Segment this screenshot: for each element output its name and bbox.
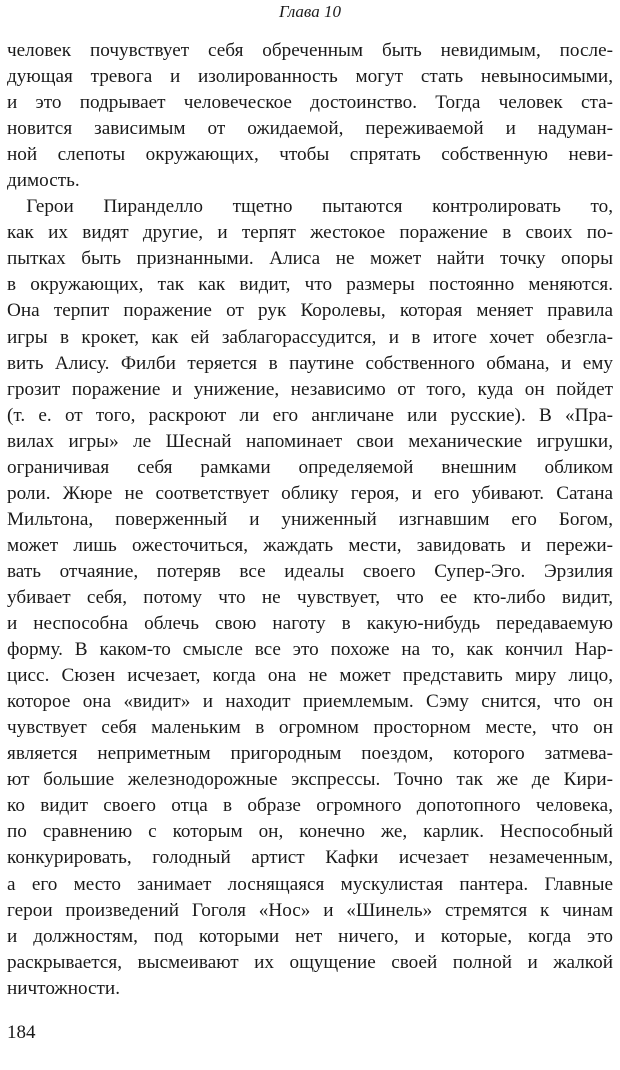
text-line: а его место занимает лоснящаяся мускулистая пантера. Главные [7,873,613,895]
text-line: которое она «видит» и находит приемлемым. Сэму снится, что он [7,691,613,713]
text-line: герои произведений Гоголя «Нос» и «Шинель» стремятся к чинам [7,899,613,921]
text-line: Герои Пиранделло тщетно пытаются контролировать то, [7,196,613,218]
text-line: новится зависимым от ожидаемой, переживаемой и надуман- [7,118,613,140]
text-line: Мильтона, поверженный и униженный изгнавшим его Богом, [7,508,613,530]
paragraph-2 [7,194,613,1001]
running-head: Глава 10 [279,2,341,21]
text-line: пытках быть признанными. Алиса не может найти точку опоры [7,248,613,270]
text-line: ко видит своего отца в образе огромного допотопного человека, [7,795,613,817]
text-line: убивает себя, потому что не чувствует, что ее кто-либо видит, [7,586,613,608]
text-line: дующая тревога и изолированность могут стать невыносимыми, [7,66,613,88]
text-line: как их видят другие, и терпят жестокое поражение в своих по- [7,222,613,244]
text-line: димость. [7,170,80,192]
text-line: и должностям, под которыми нет ничего, и которые, когда это [7,925,613,947]
text-line: человек почувствует себя обреченным быть невидимым, после- [7,40,613,61]
text-line: грозит поражение и унижение, независимо от того, куда он пойдет [7,378,613,400]
text-line: вать отчаяние, потеряв все идеалы своего Супер-Эго. Эрзилия [7,560,613,582]
text-line: ной слепоты окружающих, чтобы спрятать собственную неви- [7,144,613,166]
text-line: игры в крокет, как ей заблагорассудится, и в итоге хочет обезгла- [7,326,613,348]
body-text [7,38,613,1002]
text-line: вить Алису. Филби теряется в паутине собственного обмана, и ему [7,352,613,374]
text-line: в окружающих, так как видит, что размеры постоянно меняются. [7,274,613,296]
text-line: является неприметным пригородным поездом, которого затмева- [7,743,613,765]
text-line: цисс. Сюзен исчезает, когда она не может представить миру лицо, [7,665,613,687]
text-line: по сравнению с которым он, конечно же, карлик. Неспособный [7,821,613,843]
text-line: роли. Жюре не соответствует облику героя, и его убивают. Сатана [7,482,613,504]
text-line: ничтожности. [7,977,120,999]
text-line: ограничивая себя рамками определяемой внешним обликом [7,456,613,478]
page-number: 184 [7,1022,36,1043]
text-line: чувствует себя маленьким в огромном просторном месте, что он [7,717,613,739]
text-line: Она терпит поражение от рук Королевы, которая меняет правила [7,300,613,322]
text-line: ют большие железнодорожные экспрессы. Точно так же де Кири- [7,769,613,791]
text-line: вилах игры» ле Шеснай напоминает свои механические игрушки, [7,430,613,452]
text-line: может лишь ожесточиться, жаждать мести, завидовать и пережи- [7,534,613,556]
text-line: (т. е. от того, раскроют ли его англичане или русские). В «Пра- [7,404,613,426]
paragraph-1 [7,38,613,194]
text-line: конкурировать, голодный артист Кафки исчезает незамеченным, [7,847,613,869]
text-line: и неспособна облечь свою наготу в какую-нибудь передаваемую [7,613,613,635]
text-line: и это подрывает человеческое достоинство. Тогда человек ста- [7,92,613,114]
text-line: форму. В каком-то смысле все это похоже на то, как кончил Нар- [7,639,613,661]
text-line: раскрывается, высмеивают их ощущение своей полной и жалкой [7,951,613,973]
